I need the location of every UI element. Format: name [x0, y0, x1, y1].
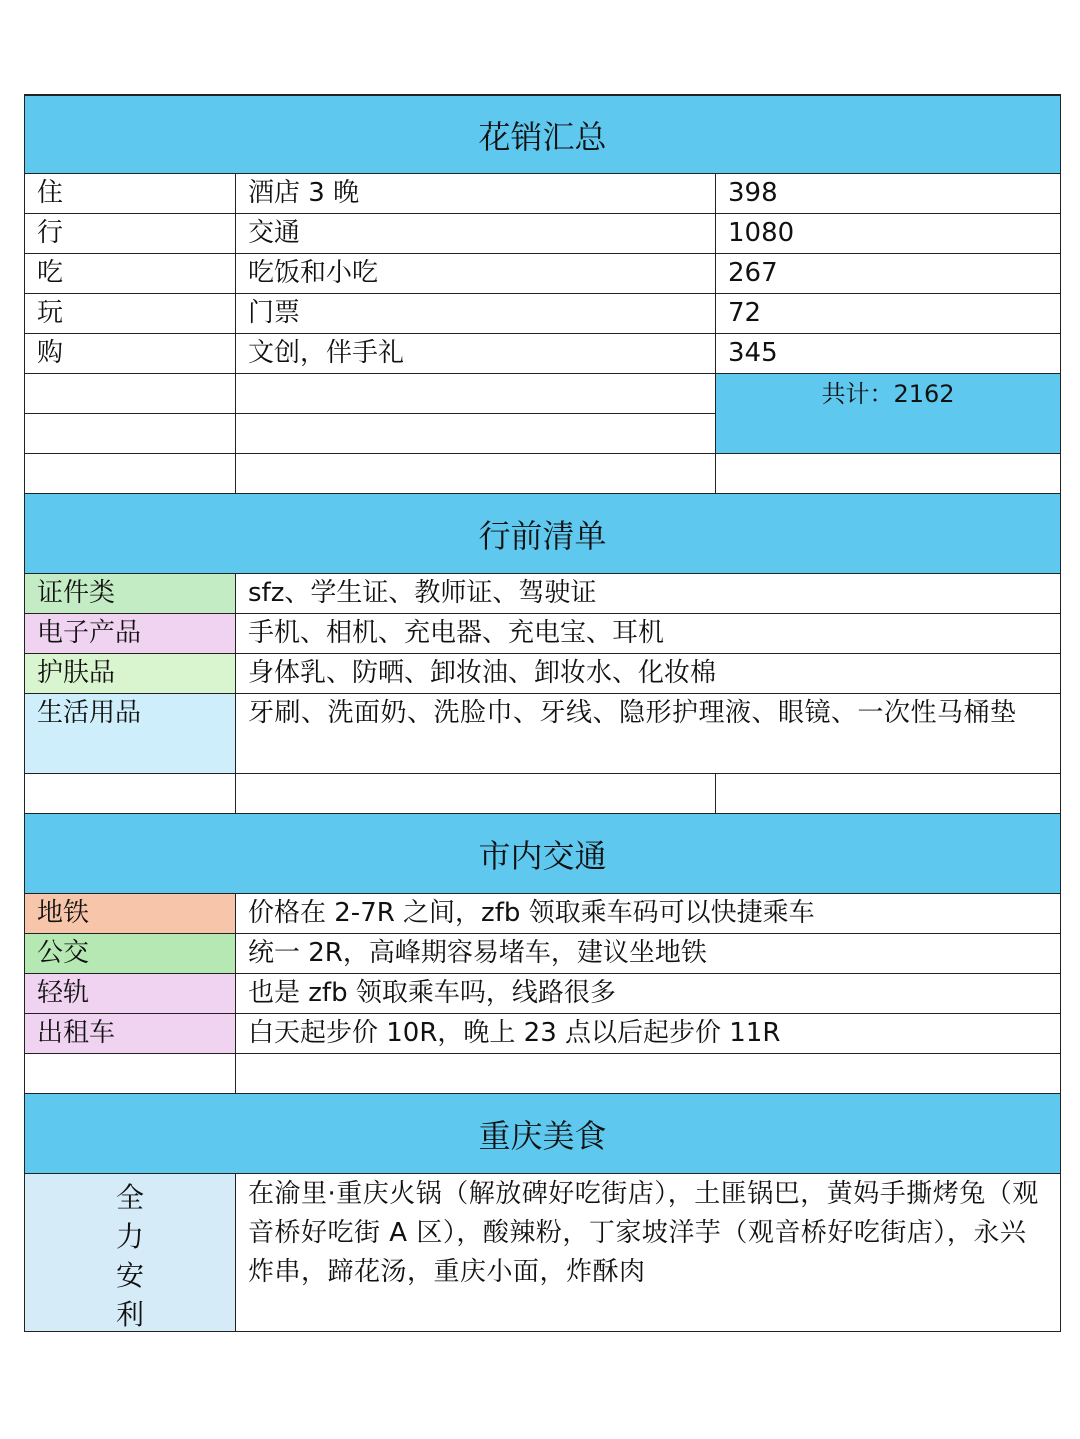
expense-item: 吃饭和小吃 — [236, 254, 716, 294]
checklist-content: 牙刷、洗面奶、洗脸巾、牙线、隐形护理液、眼镜、一次性马桶垫 — [236, 694, 1061, 774]
empty-cell — [236, 454, 716, 494]
table-row — [24, 574, 1061, 614]
expense-category: 住 — [24, 174, 236, 214]
transport-label: 公交 — [24, 934, 236, 974]
empty-cell — [716, 454, 1061, 494]
empty-cell — [24, 454, 236, 494]
expense-category: 行 — [24, 214, 236, 254]
empty-cell — [24, 774, 236, 814]
expense-category: 玩 — [24, 294, 236, 334]
table-row — [24, 694, 1061, 774]
checklist-label: 电子产品 — [24, 614, 236, 654]
checklist-content: 手机、相机、充电器、充电宝、耳机 — [236, 614, 1061, 654]
transport-content: 也是 zfb 领取乘车吗，线路很多 — [236, 974, 1061, 1014]
empty-cell — [236, 1054, 1061, 1094]
expense-category: 吃 — [24, 254, 236, 294]
table-row — [24, 1014, 1061, 1054]
table-row — [24, 254, 1061, 294]
transport-content: 价格在 2-7R 之间，zfb 领取乘车码可以快捷乘车 — [236, 894, 1061, 934]
table-row — [24, 774, 1061, 814]
expense-amount: 398 — [716, 174, 1061, 214]
table-row — [24, 934, 1061, 974]
expenses-title: 花销汇总 — [24, 94, 1061, 174]
expense-amount: 72 — [716, 294, 1061, 334]
expense-sheet — [24, 94, 1061, 1332]
table-row — [24, 654, 1061, 694]
transport-label: 出租车 — [24, 1014, 236, 1054]
empty-cell — [236, 374, 716, 414]
food-content: 在渝里·重庆火锅（解放碑好吃街店），土匪锅巴，黄妈手撕烤兔（观音桥好吃街 A 区），酸辣粉，丁家坡洋芋（观音桥好吃街店），永兴炸串，蹄花汤，重庆小面，炸酥肉 — [236, 1174, 1061, 1332]
checklist-label: 护肤品 — [24, 654, 236, 694]
table-row — [24, 1054, 1061, 1094]
table-row — [24, 454, 1061, 494]
expense-amount: 267 — [716, 254, 1061, 294]
expense-category: 购 — [24, 334, 236, 374]
food-label-char: 力 — [115, 1220, 144, 1253]
empty-cell — [24, 414, 236, 454]
table-row — [24, 334, 1061, 374]
empty-cell — [24, 1054, 236, 1094]
total-amount: 共计：2162 — [716, 374, 1061, 454]
transport-label: 地铁 — [24, 894, 236, 934]
empty-cell — [236, 414, 716, 454]
food-label-char: 全 — [115, 1181, 144, 1214]
expense-item: 门票 — [236, 294, 716, 334]
expense-item: 酒店 3 晚 — [236, 174, 716, 214]
transport-title: 市内交通 — [24, 814, 1061, 894]
empty-cell — [236, 774, 716, 814]
transport-content: 白天起步价 10R，晚上 23 点以后起步价 11R — [236, 1014, 1061, 1054]
empty-cell — [24, 374, 236, 414]
table-row — [24, 214, 1061, 254]
table-row — [24, 1174, 1061, 1332]
table-row — [24, 614, 1061, 654]
table-row — [24, 174, 1061, 214]
total-block — [24, 374, 1061, 454]
expense-amount: 1080 — [716, 214, 1061, 254]
checklist-content: 身体乳、防晒、卸妆油、卸妆水、化妆棉 — [236, 654, 1061, 694]
food-label — [24, 1174, 236, 1332]
table-row — [24, 294, 1061, 334]
expense-amount: 345 — [716, 334, 1061, 374]
checklist-label: 生活用品 — [24, 694, 236, 774]
checklist-content: sfz、学生证、教师证、驾驶证 — [236, 574, 1061, 614]
checklist-label: 证件类 — [24, 574, 236, 614]
empty-cell — [716, 774, 1061, 814]
food-label-char: 利 — [115, 1298, 144, 1331]
expense-item: 交通 — [236, 214, 716, 254]
checklist-title: 行前清单 — [24, 494, 1061, 574]
table-row — [24, 974, 1061, 1014]
transport-label: 轻轨 — [24, 974, 236, 1014]
food-title: 重庆美食 — [24, 1094, 1061, 1174]
transport-content: 统一 2R，高峰期容易堵车，建议坐地铁 — [236, 934, 1061, 974]
expense-item: 文创，伴手礼 — [236, 334, 716, 374]
table-row — [24, 894, 1061, 934]
food-label-char: 安 — [115, 1259, 144, 1292]
